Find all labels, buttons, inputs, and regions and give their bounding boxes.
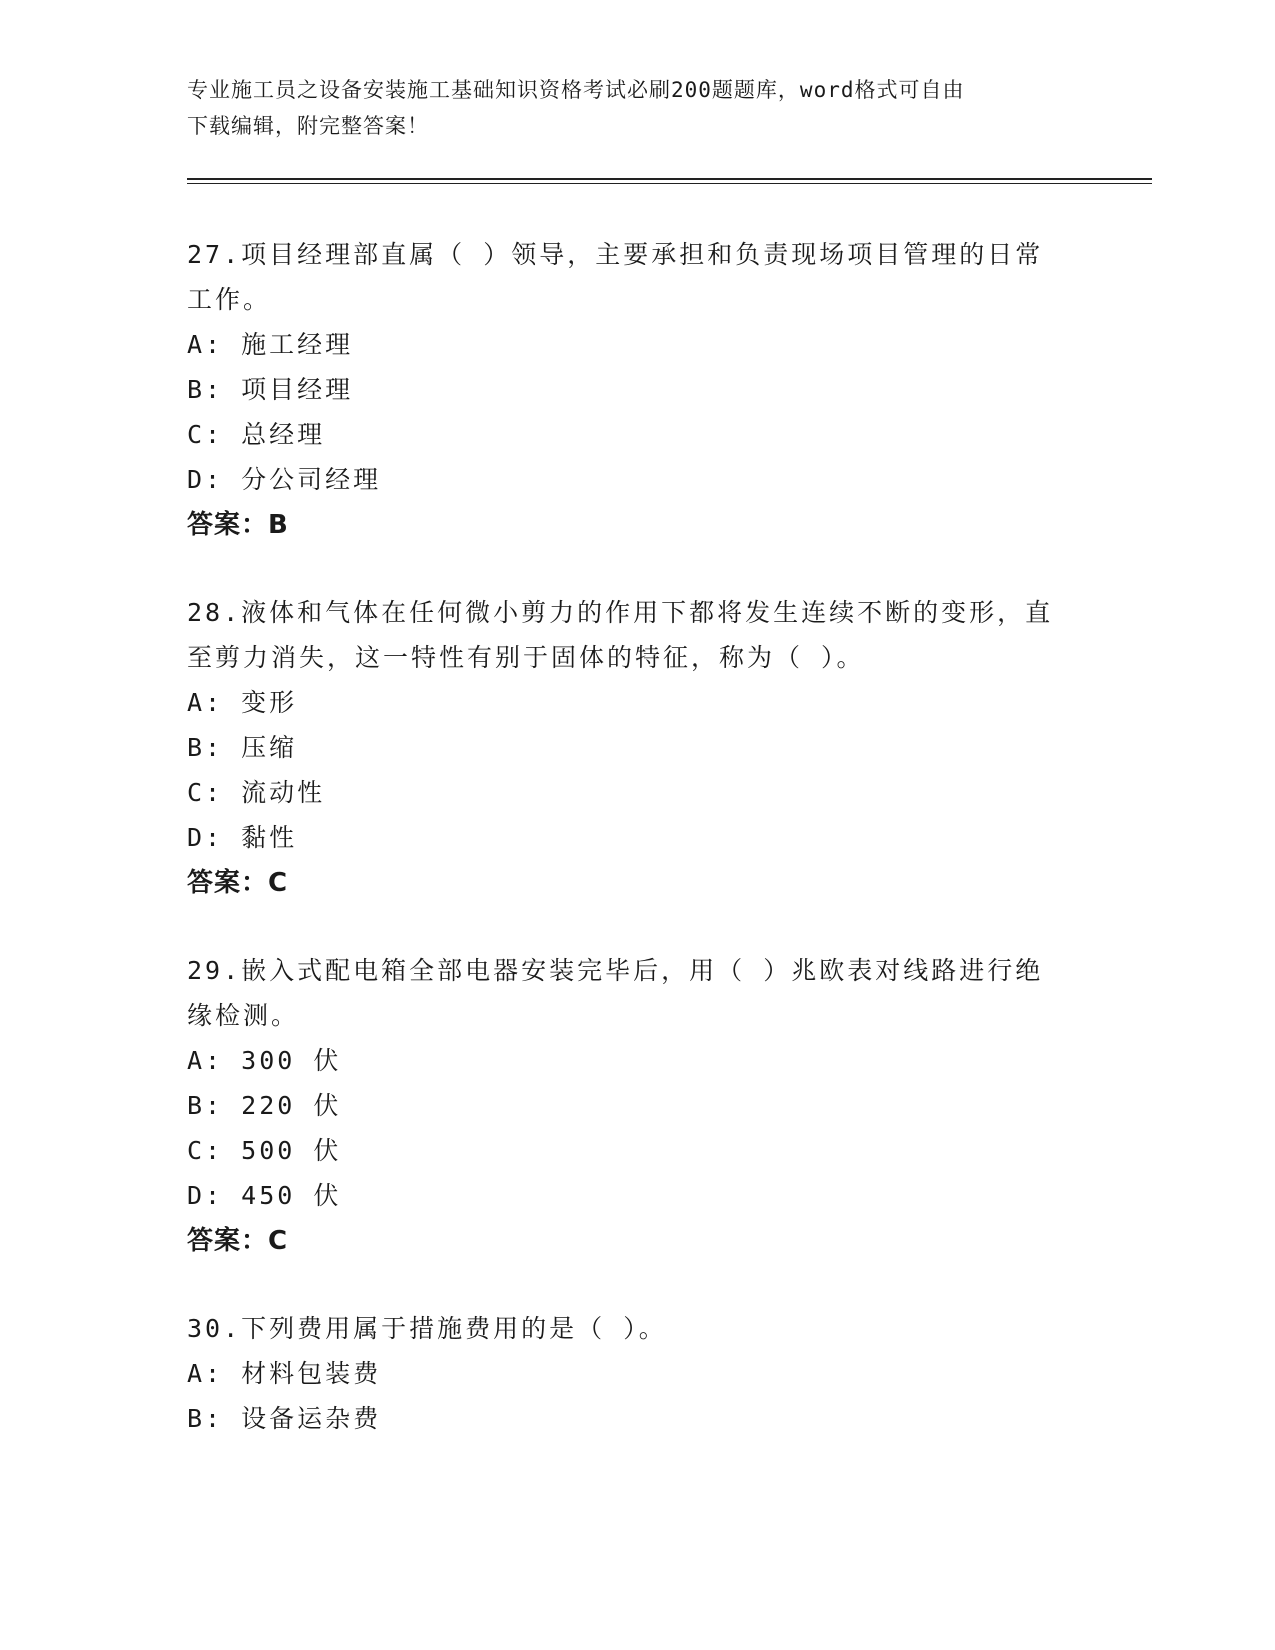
question-30 [187,1306,1067,1441]
question-stem: 28.液体和气体在任何微小剪力的作用下都将发生连续不断的变形，直至剪力消失，这一特性有别于固体的特征，称为（ ）。 [187,598,1054,672]
header-line-2: 下载编辑，附完整答案！ [187,114,429,138]
option-d: D: 450 伏 [187,1181,342,1210]
answer: 答案：B [187,510,289,540]
question-29 [187,948,1067,1264]
option-c: C: 总经理 [187,420,326,449]
option-c: C: 流动性 [187,778,326,807]
question-stem: 27.项目经理部直属（ ）领导，主要承担和负责现场项目管理的日常工作。 [187,240,1044,314]
question-27 [187,232,1067,548]
answer: 答案：C [187,1226,289,1256]
option-a: A: 材料包装费 [187,1359,382,1388]
option-b: B: 压缩 [187,733,298,762]
option-b: B: 设备运杂费 [187,1404,382,1433]
question-stem: 30.下列费用属于措施费用的是（ ）。 [187,1314,667,1343]
option-a: A: 300 伏 [187,1046,342,1075]
question-28 [187,590,1067,906]
option-d: D: 分公司经理 [187,465,382,494]
question-list [187,232,1067,1483]
header-divider-thin [187,183,1152,184]
option-b: B: 项目经理 [187,375,354,404]
option-a: A: 施工经理 [187,330,354,359]
option-b: B: 220 伏 [187,1091,342,1120]
header-divider-thick [187,178,1152,180]
question-stem: 29.嵌入式配电箱全部电器安装完毕后，用（ ）兆欧表对线路进行绝缘检测。 [187,956,1044,1030]
option-a: A: 变形 [187,688,298,717]
document-header [187,72,1087,144]
option-c: C: 500 伏 [187,1136,342,1165]
answer: 答案：C [187,868,289,898]
header-line-1: 专业施工员之设备安装施工基础知识资格考试必刷200题题库，word格式可自由 [187,78,965,102]
option-d: D: 黏性 [187,823,298,852]
